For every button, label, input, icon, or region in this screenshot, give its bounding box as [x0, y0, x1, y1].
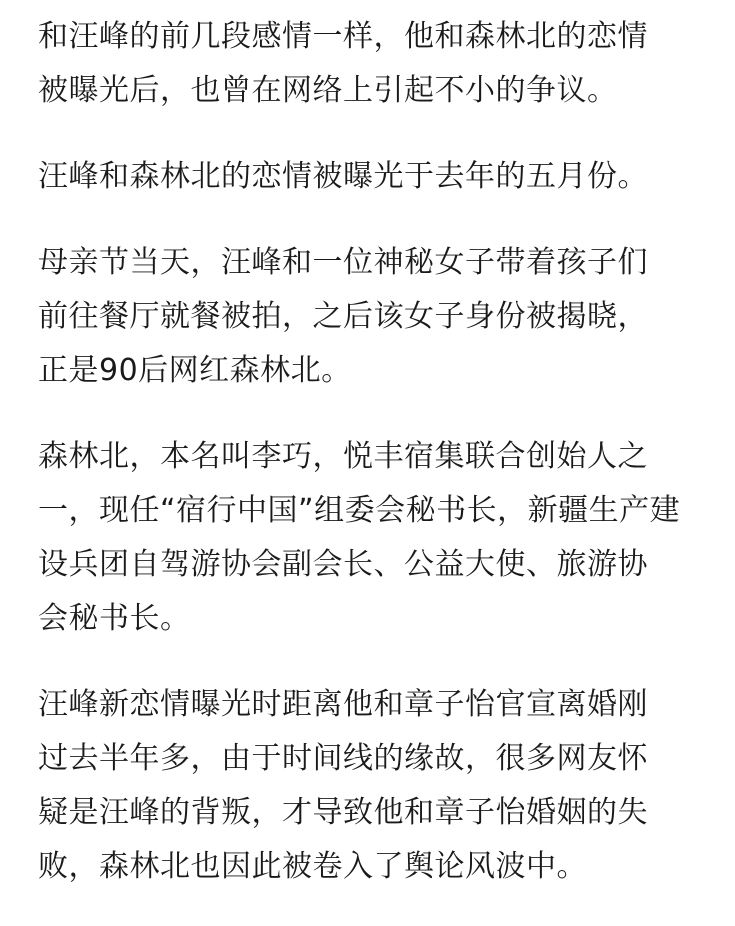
- paragraph-line: 森林北，本名叫李巧，悦丰宿集联合创始人之: [38, 439, 648, 474]
- paragraph-line: 母亲节当天，汪峰和一位神秘女子带着孩子们: [38, 245, 648, 280]
- article-body: [38, 10, 700, 926]
- paragraph: [38, 678, 700, 894]
- paragraph: [38, 150, 700, 204]
- paragraph-line: 设兵团自驾游协会副会长、公益大使、旅游协: [38, 547, 648, 582]
- paragraph-line: 被曝光后，也曾在网络上引起不小的争议。: [38, 73, 618, 108]
- paragraph-line: 汪峰新恋情曝光时距离他和章子怡官宣离婚刚: [38, 687, 648, 722]
- paragraph: [38, 10, 700, 118]
- paragraph-line: 汪峰和森林北的恋情被曝光于去年的五月份。: [38, 159, 648, 194]
- paragraph-line: 一，现任“宿行中国”组委会秘书长，新疆生产建: [38, 493, 681, 528]
- paragraph-line: 前往餐厅就餐被拍，之后该女子身份被揭晓，: [38, 299, 648, 334]
- paragraph: [38, 430, 700, 646]
- paragraph-line: 和汪峰的前几段感情一样，他和森林北的恋情: [38, 19, 648, 54]
- paragraph-line: 会秘书长。: [38, 601, 191, 636]
- paragraph-line: 败，森林北也因此被卷入了舆论风波中。: [38, 849, 587, 884]
- paragraph-line: 过去半年多，由于时间线的缘故，很多网友怀: [38, 741, 648, 776]
- paragraph-line: 正是90后网红森林北。: [38, 353, 352, 388]
- paragraph: [38, 236, 700, 398]
- paragraph-line: 疑是汪峰的背叛，才导致他和章子怡婚姻的失: [38, 795, 648, 830]
